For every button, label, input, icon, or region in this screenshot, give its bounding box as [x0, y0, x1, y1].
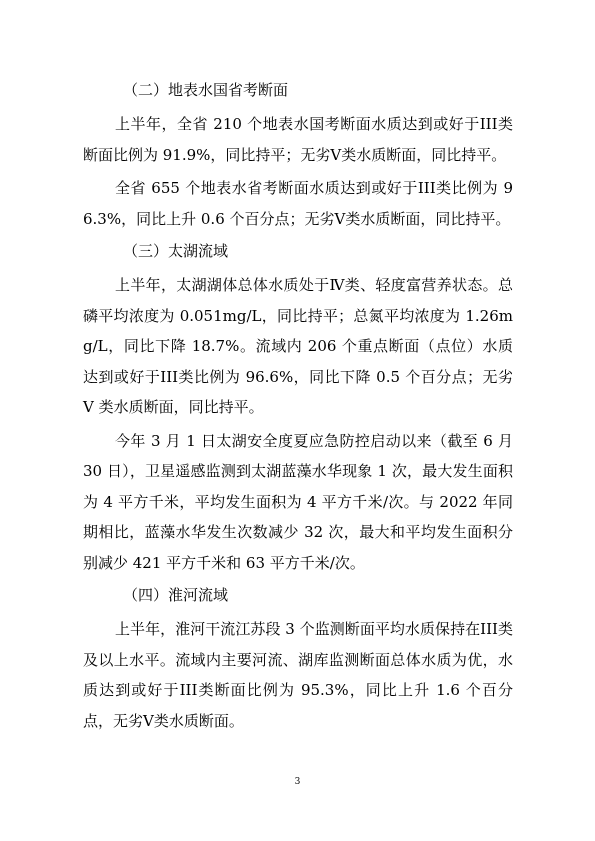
section-surface-water [83, 76, 513, 234]
section-taihu-basin [83, 237, 513, 578]
section-heading: （三）太湖流域 [123, 242, 229, 260]
section-huaihe-basin [83, 581, 513, 736]
paragraph: 上半年，太湖湖体总体水质处于Ⅳ类、轻度富营养状态。总磷平均浓度为 0.051mg/L，同比持平；总氮平均浓度为 1.26mg/L，同比下降 18.7%。流域内 206 个重点断面（点位）水质达到或好于III类比例为 96.6%，同比下降 0.5 个百分点；无劣 V 类水质断面，同比持平。 [83, 276, 513, 416]
paragraph: 上半年，全省 210 个地表水国考断面水质达到或好于III类断面比例为 91.9%，同比持平；无劣V类水质断面，同比持平。 [83, 115, 513, 164]
page-number: 3 [294, 777, 301, 787]
section-heading: （二）地表水国省考断面 [123, 81, 289, 99]
page-content [83, 76, 513, 739]
paragraph: 全省 655 个地表水省考断面水质达到或好于III类比例为 96.3%，同比上升 0.6 个百分点；无劣V类水质断面，同比持平。 [83, 179, 513, 228]
paragraph: 上半年，淮河干流江苏段 3 个监测断面平均水质保持在III类及以上水平。流域内主要河流、湖库监测断面总体水质为优，水质达到或好于III类断面比例为 95.3%，同比上升 1.6 个百分点，无劣V类水质断面。 [83, 620, 513, 730]
section-heading: （四）淮河流域 [123, 586, 229, 604]
paragraph: 今年 3 月 1 日太湖安全度夏应急防控启动以来（截至 6 月 30 日），卫星遥感监测到太湖蓝藻水华现象 1 次，最大发生面积为 4 平方千米，平均发生面积为 4 平方千米/次。与 2022 年同期相比，蓝藻水华发生次数减少 32 次，最大和平均发生面积分别减少 421 平方千米和 63 平方千米/次。 [83, 431, 513, 572]
